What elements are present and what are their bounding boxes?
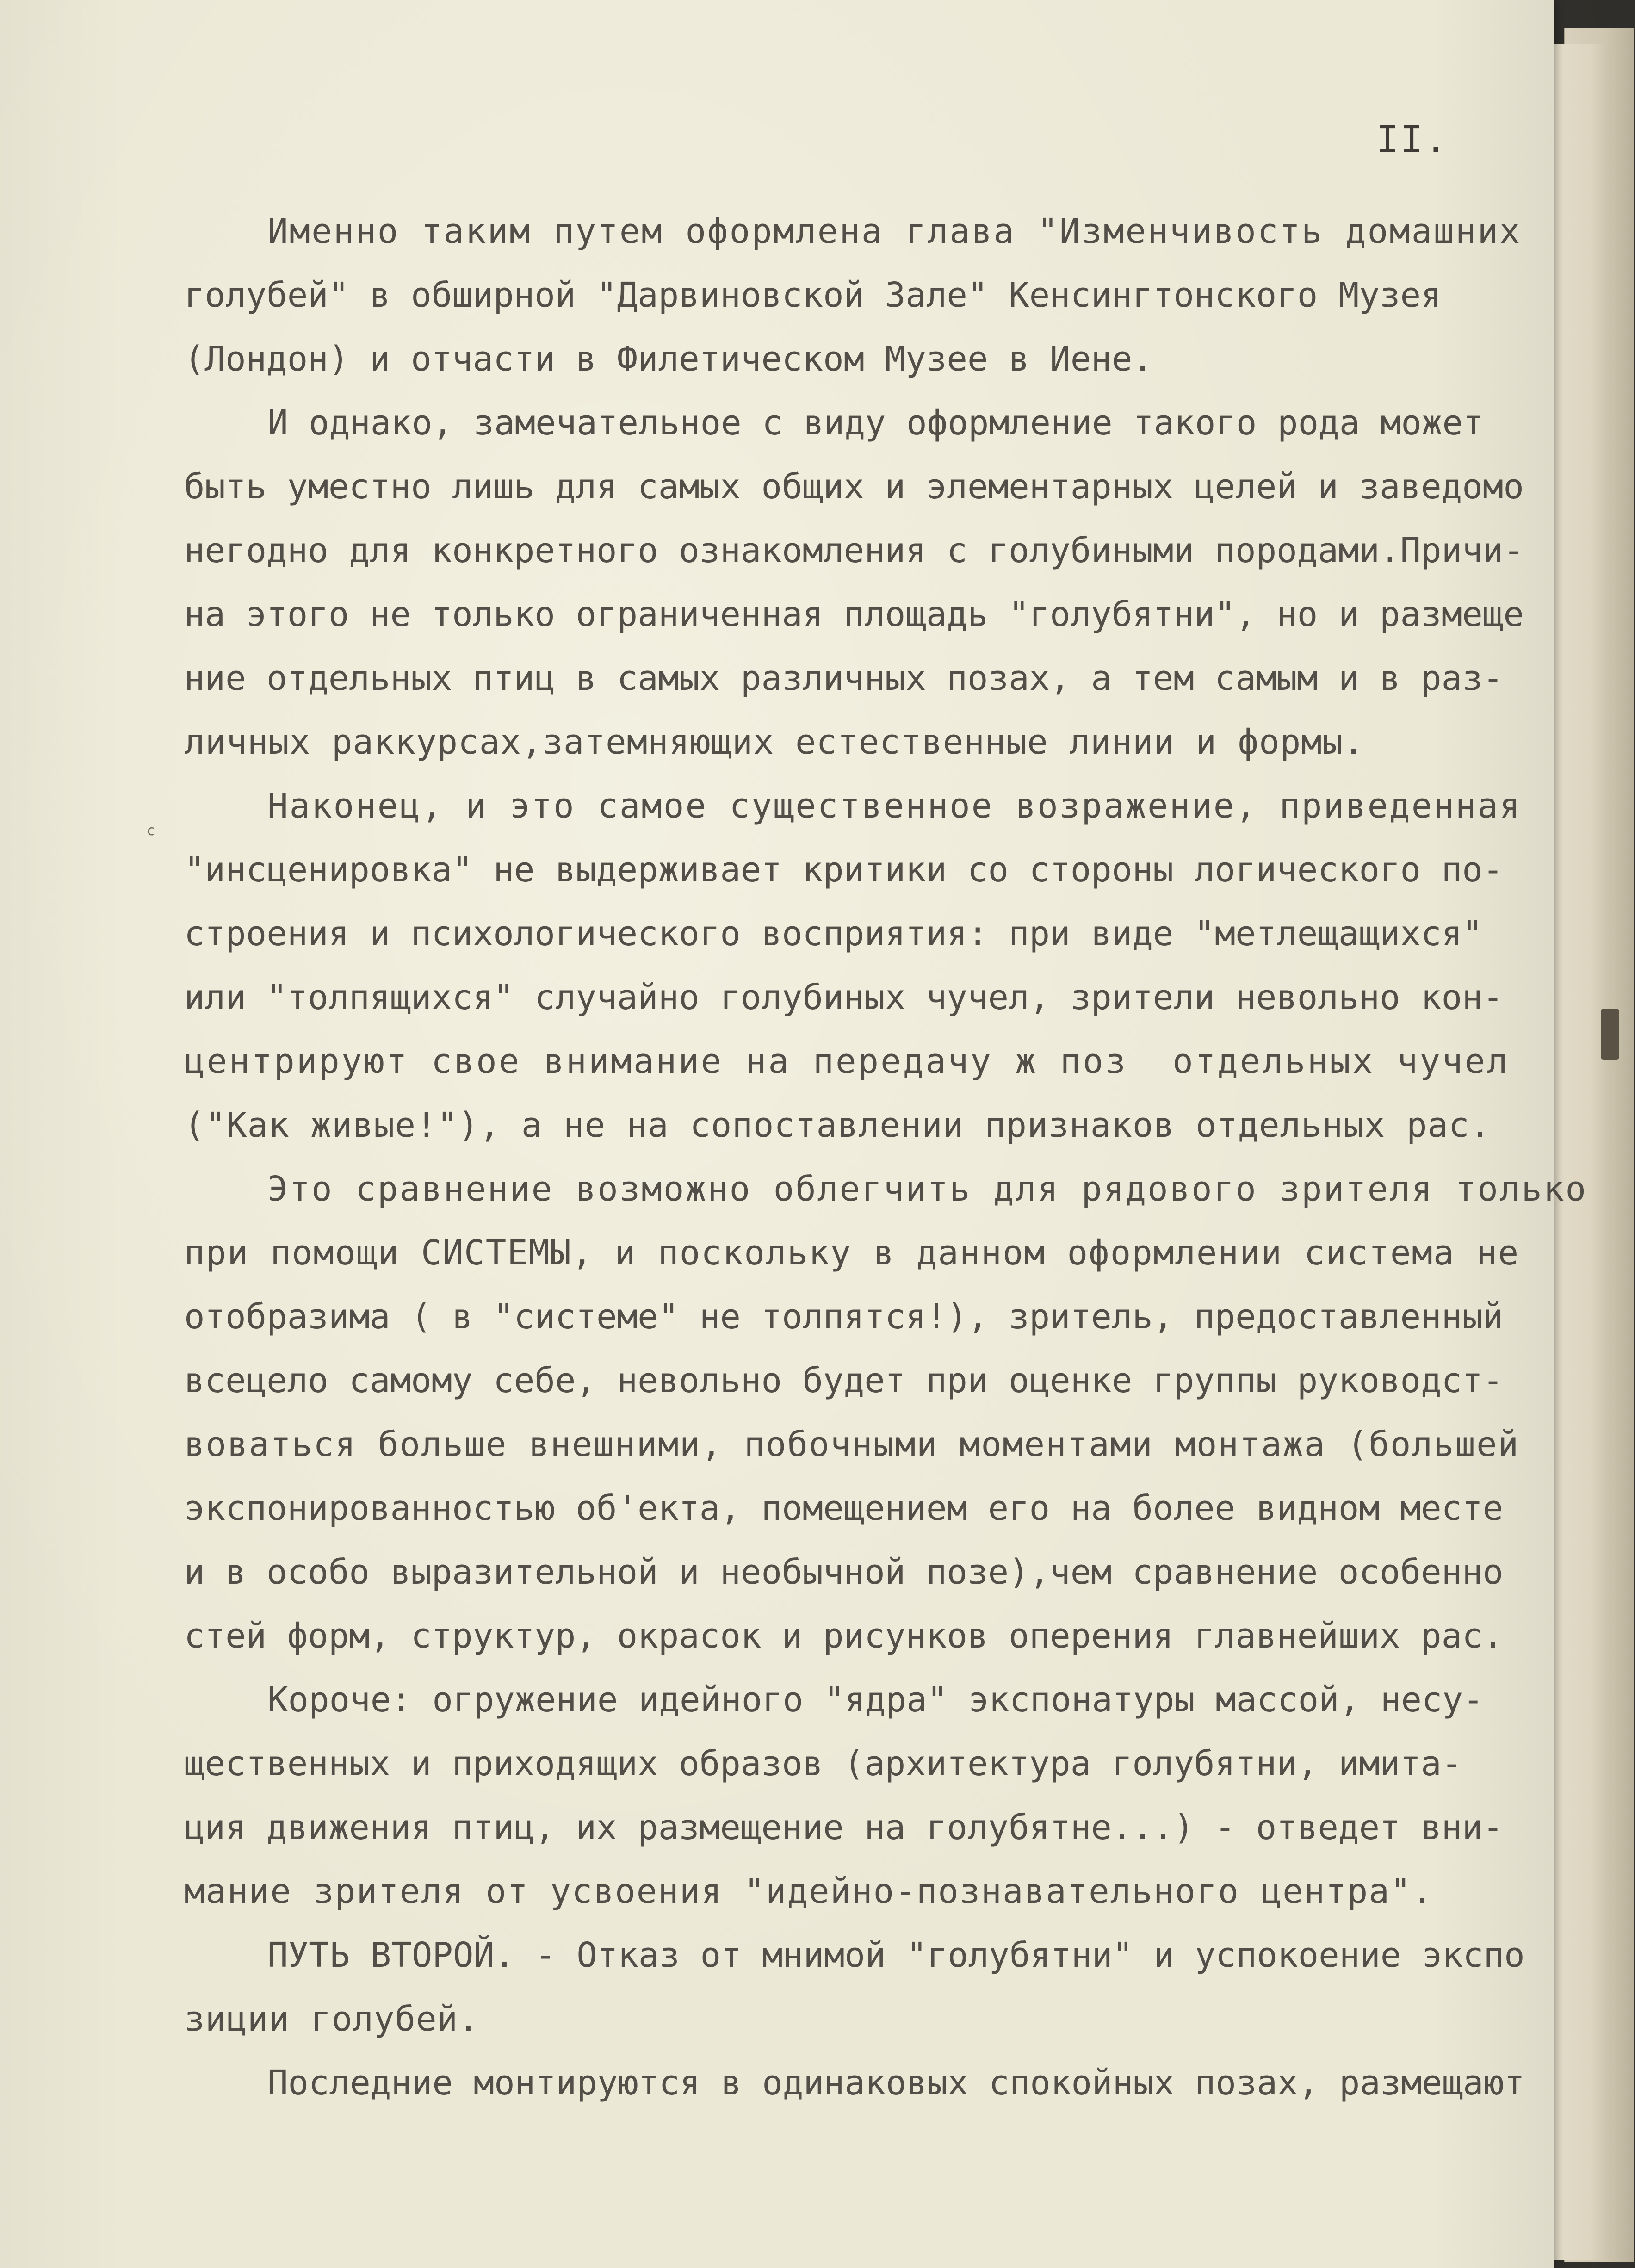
text-line: всецело самому себе, невольно будет при оценке группы руководст-: [184, 1361, 1504, 1400]
text-line: воваться больше внешними, побочными моментами монтажа (большей: [184, 1425, 1520, 1464]
text-line: Именно таким путем оформлена глава "Изменчивость домашних: [267, 211, 1522, 251]
text-line: Короче: огружение идейного "ядра" экспонатуры массой, несу-: [267, 1680, 1484, 1720]
text-line: на этого не только ограниченная площадь "голубятни", но и размеще: [184, 595, 1524, 634]
text-line: ние отдельных птиц в самых различных позах, а тем самым и в раз-: [184, 658, 1504, 698]
text-line: Наконец, и это самое существенное возражение, приведенная: [267, 786, 1522, 826]
text-line: экспонированностью об'екта, помещением его на более видном месте: [184, 1488, 1504, 1528]
text-line: и в особо выразительной и необычной позе),чем сравнение особенно: [184, 1552, 1504, 1592]
text-line: личных раккурсах,затемняющих естественные линии и формы.: [184, 722, 1364, 762]
text-line: "инсценировка" не выдерживает критики со стороны логического по-: [184, 850, 1504, 890]
margin-mark: c: [147, 823, 155, 839]
text-line: Это сравнение возможно облегчить для рядового зрителя только: [267, 1169, 1588, 1209]
text-line: быть уместно лишь для самых общих и элементарных целей и заведомо: [184, 467, 1524, 507]
binding-tab: [1601, 1009, 1619, 1060]
text-line: ПУТЬ ВТОРОЙ. - Отказ от мнимой "голубятни" и успокоение экспо: [267, 1935, 1525, 1975]
text-line: мание зрителя от усвоения "идейно-познавательного центра".: [184, 1871, 1434, 1911]
text-line: ция движения птиц, их размещение на голубятне...) - отведет вни-: [184, 1808, 1504, 1847]
text-line: негодно для конкретного ознакомления с голубиными породами.Причи-: [184, 531, 1524, 570]
text-line: Последние монтируются в одинаковых спокойных позах, размещают: [267, 2063, 1525, 2103]
text-line: щественных и приходящих образов (архитектура голубятни, имита-: [184, 1744, 1462, 1784]
page-number: II.: [1376, 118, 1449, 161]
text-line: при помощи СИСТЕМЫ, и поскольку в данном оформлении система не: [184, 1233, 1520, 1273]
text-line: стей форм, структур, окрасок и рисунков оперения главнейших рас.: [184, 1616, 1504, 1656]
text-line: строения и психологического восприятия: при виде "метлещащихся": [184, 914, 1483, 954]
text-line: центрируют свое внимание на передачу ж поз отдельных чучел: [184, 1041, 1510, 1081]
text-line: ("Как живые!"), а не на сопоставлении признаков отдельных рас.: [184, 1105, 1491, 1145]
text-line: отобразима ( в "системе" не толпятся!), зритель, предоставленный: [184, 1297, 1504, 1337]
text-line: И однако, замечательное с виду оформление такого рода может: [267, 403, 1484, 443]
text-line: или "толпящихся" случайно голубиных чучел, зрители невольно кон-: [184, 978, 1504, 1017]
text-line: зиции голубей.: [184, 1999, 479, 2039]
text-line: голубей" в обширной "Дарвиновской Зале" Кенсингтонского Музея: [184, 275, 1442, 315]
text-line: (Лондон) и отчасти в Филетическом Музее в Иене.: [184, 339, 1153, 379]
